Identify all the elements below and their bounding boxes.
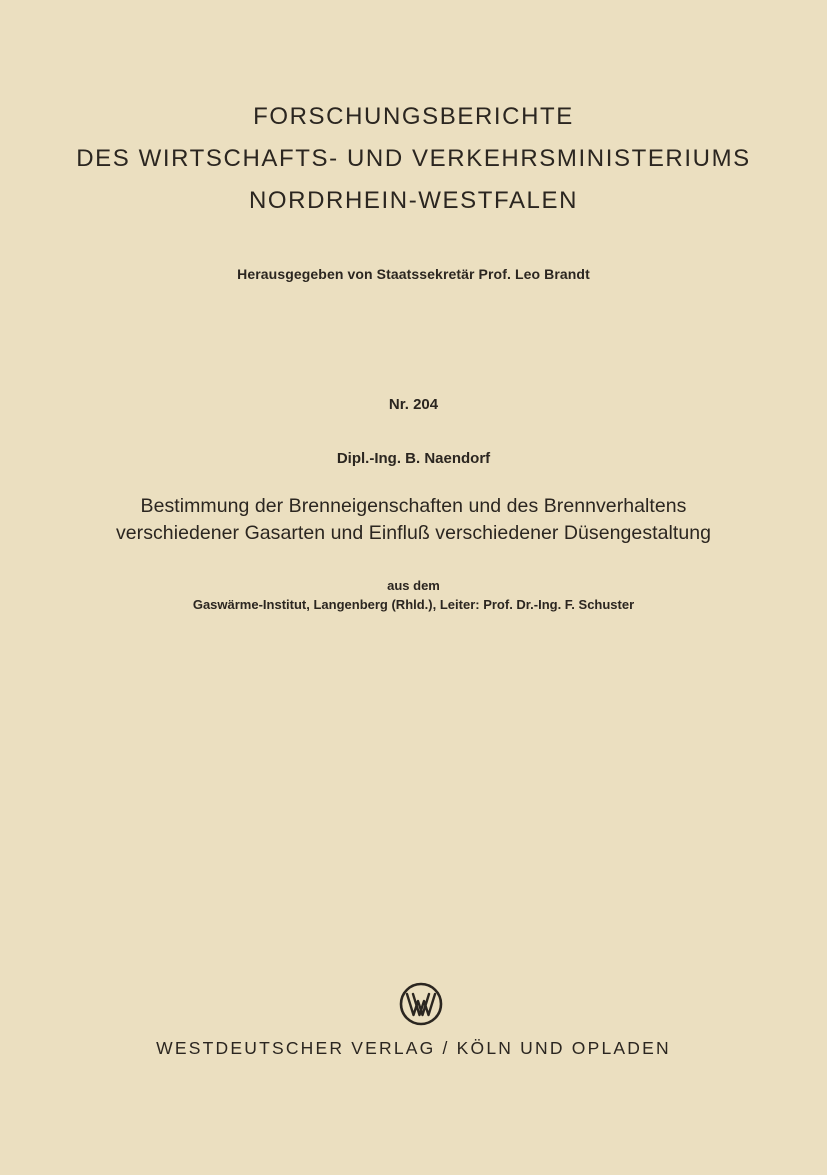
- publisher-line: WESTDEUTSCHER VERLAG / KÖLN UND OPLADEN: [156, 1038, 671, 1058]
- report-title-line-1: Bestimmung der Brenneigenschaften und des Brennverhaltens: [140, 495, 687, 517]
- publisher-logo-icon: [399, 982, 443, 1026]
- report-number: Nr. 204: [388, 396, 439, 413]
- report-title-line-2: verschiedener Gasarten und Einfluß verschiedener Düsengestaltung: [115, 522, 712, 544]
- series-title-line-3: NORDRHEIN-WESTFALEN: [248, 187, 579, 214]
- author-name: Dipl.-Ing. B. Naendorf: [336, 450, 491, 467]
- institute-from: aus dem: [387, 578, 440, 593]
- editor-line: Herausgegeben von Staatssekretär Prof. Leo Brandt: [237, 266, 590, 282]
- series-title-line-1: FORSCHUNGSBERICHTE: [253, 103, 574, 130]
- institute-name: Gaswärme-Institut, Langenberg (Rhld.), Leiter: Prof. Dr.-Ing. F. Schuster: [192, 597, 635, 612]
- series-title-line-2: DES WIRTSCHAFTS- UND VERKEHRSMINISTERIUMS: [76, 145, 751, 172]
